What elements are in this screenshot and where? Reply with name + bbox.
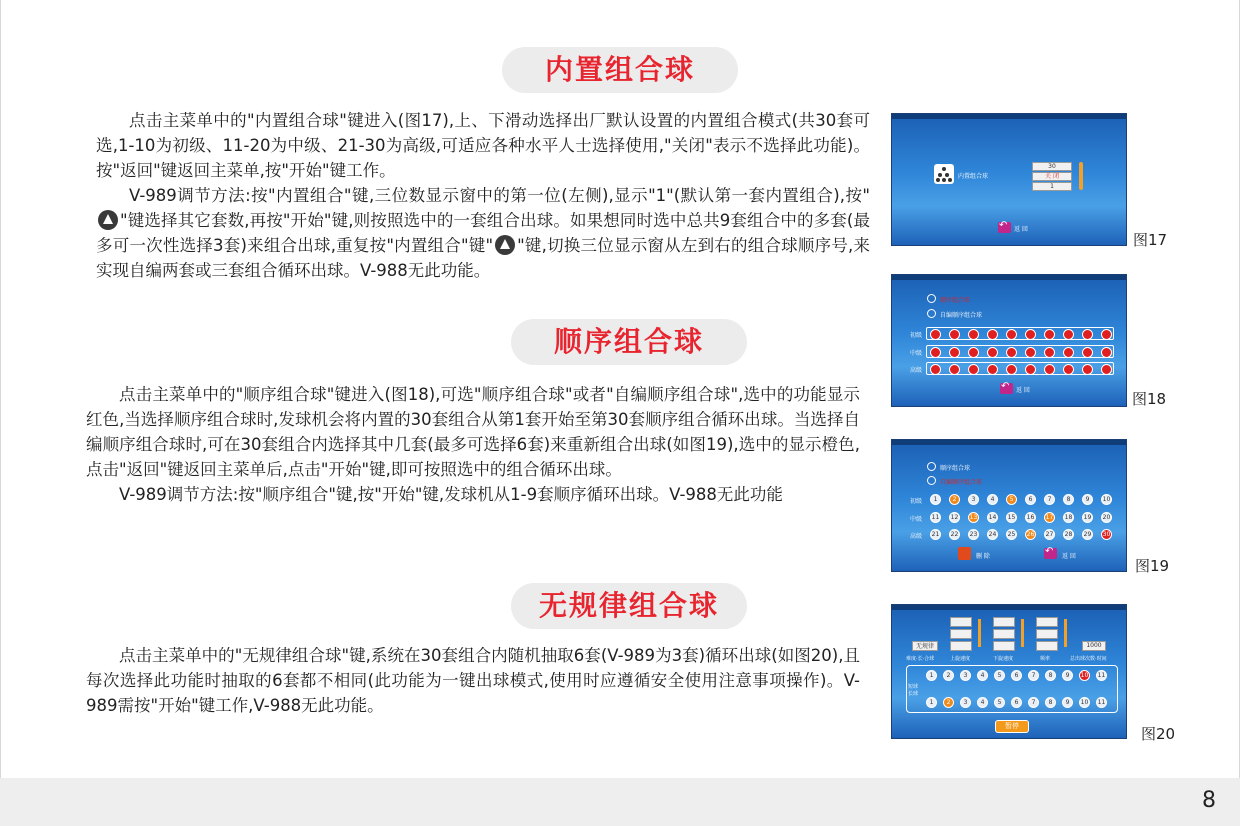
back-icon[interactable] [1000, 383, 1013, 394]
slider-handle[interactable] [1064, 619, 1067, 647]
speed-display [993, 617, 1015, 627]
speed-display [950, 617, 972, 627]
combo-ball[interactable]: 5 [994, 697, 1005, 708]
combo-ball[interactable]: 2 [949, 494, 960, 505]
combo-ball[interactable] [987, 347, 998, 358]
combo-ball[interactable]: 4 [977, 670, 988, 681]
combo-ball[interactable]: 10 [1102, 496, 1111, 503]
speed-display [1036, 641, 1058, 651]
builtin-para2-text [96, 183, 870, 283]
combo-ball[interactable]: 4 [987, 494, 998, 505]
combo-ball[interactable]: 8 [1045, 670, 1056, 681]
combo-ball[interactable]: 11 [1097, 699, 1106, 706]
combo-ball[interactable]: 1 [930, 494, 941, 505]
combo-ball[interactable]: 1 [926, 697, 937, 708]
fig17-menu-label: 内置组合球 [958, 173, 989, 180]
figure-19-label: 图19 [1135, 557, 1170, 575]
combo-ball[interactable]: 29 [1083, 531, 1092, 538]
fig20-caption-3: 下旋速度 [993, 656, 1014, 662]
figure-18-screen [891, 274, 1127, 407]
combo-ball[interactable] [1044, 347, 1055, 358]
figure-17-screen [891, 113, 1127, 246]
combo-ball[interactable]: 7 [1044, 494, 1055, 505]
triangle-button-icon [98, 210, 118, 230]
combo-ball[interactable] [930, 364, 941, 375]
combo-ball[interactable]: 11 [1097, 672, 1106, 679]
combo-ball[interactable]: 1 [926, 670, 937, 681]
fig19-row-label-2: 中级 [910, 516, 923, 523]
combo-ball[interactable]: 6 [1011, 670, 1022, 681]
screen-topbar [892, 275, 1126, 280]
combo-ball[interactable]: 20 [1102, 514, 1111, 521]
combo-ball[interactable]: 30 [1102, 531, 1111, 538]
speed-display [993, 629, 1015, 639]
figure-19-screen [891, 439, 1127, 572]
fig20-caption-4: 频率 [1040, 656, 1051, 662]
combo-ball[interactable]: 10 [1080, 672, 1089, 679]
fig17-scroll-slider[interactable] [1079, 162, 1083, 190]
combo-ball[interactable] [1082, 347, 1093, 358]
screen-topbar [892, 114, 1126, 119]
fig18-back-label[interactable]: 返 回 [1016, 387, 1030, 394]
combo-ball[interactable]: 2 [943, 697, 954, 708]
combo-ball[interactable]: 6 [1025, 494, 1036, 505]
combo-ball[interactable] [930, 329, 941, 340]
fig19-row-label-3: 高级 [910, 533, 923, 540]
combo-ball[interactable]: 3 [960, 670, 971, 681]
option-icon [927, 476, 936, 485]
combo-ball[interactable]: 8 [1045, 697, 1056, 708]
fig20-caption-1: 难度·长·合球 [906, 656, 935, 662]
figure-20-label: 图20 [1141, 725, 1176, 743]
combo-ball[interactable]: 8 [1063, 494, 1074, 505]
combo-ball[interactable]: 25 [1007, 531, 1016, 538]
speed-display [1036, 617, 1058, 627]
combo-ball[interactable]: 23 [969, 531, 978, 538]
combo-ball[interactable]: 27 [1045, 531, 1054, 538]
combo-ball[interactable]: 13 [969, 514, 978, 521]
combo-ball[interactable] [1063, 364, 1074, 375]
combo-ball[interactable]: 28 [1064, 531, 1073, 538]
sequence-para2-text: V-989调节方法:按"顺序组合"键,按"开始"键,发球机从1-9套顺序循环出球。V-988无此功能 [119, 485, 783, 504]
combo-ball[interactable] [1082, 364, 1093, 375]
fig19-row-label-1: 初级 [910, 498, 923, 505]
combo-ball[interactable] [1044, 329, 1055, 340]
fig19-delete-label[interactable]: 删 除 [976, 553, 990, 560]
fig20-caption-2: 上旋速度 [950, 656, 971, 662]
combo-ball[interactable] [1082, 329, 1093, 340]
option-icon [927, 462, 936, 471]
fig17-back-label[interactable]: 返 回 [1014, 226, 1028, 233]
combo-ball[interactable] [1006, 364, 1017, 375]
combo-ball[interactable]: 18 [1064, 514, 1073, 521]
combo-ball[interactable]: 7 [1028, 670, 1039, 681]
combo-ball[interactable] [930, 347, 941, 358]
option-icon [927, 294, 936, 303]
combo-ball[interactable] [1101, 329, 1112, 340]
figure-18-label: 图18 [1132, 390, 1167, 408]
pause-button[interactable]: 暂停 [995, 720, 1029, 733]
back-icon[interactable] [1044, 548, 1057, 559]
sequence-para1-text: 点击主菜单中的"顺序组合球"键进入(图18),可选"顺序组合球"或者"自编顺序组合球",选中的功能显示红色,当选择顺序组合球时,发球机会将内置的30套组合从第1套开始至第30套顺序组合循环出球。当选择自编顺序组合球时,可在30套组合内选择其中几套(最多可选择6套)来重新组合出球(如图19),选中的显示橙色,点击"返回"键返回主菜单后,点击"开始"键,即可按照选中的组合循环出球。 [86, 385, 860, 479]
combo-ball[interactable]: 26 [1026, 531, 1035, 538]
section-title-random: 无规律组合球 [511, 583, 747, 629]
combo-ball[interactable] [949, 329, 960, 340]
sequence-paragraph [86, 382, 860, 507]
speed-display [993, 641, 1015, 651]
figure-17-label: 图17 [1133, 231, 1168, 249]
combo-ball[interactable]: 9 [1082, 494, 1093, 505]
combo-ball[interactable] [987, 364, 998, 375]
slider-handle[interactable] [1021, 619, 1024, 647]
combo-ball[interactable]: 3 [968, 494, 979, 505]
random-paragraph [86, 643, 860, 718]
combo-ball[interactable] [1101, 347, 1112, 358]
combo-ball[interactable]: 24 [988, 531, 997, 538]
fig18-row-label-3: 高级 [910, 367, 923, 374]
combo-ball[interactable]: 21 [931, 531, 940, 538]
combo-ball[interactable] [1025, 329, 1036, 340]
combo-ball[interactable]: 9 [1062, 670, 1073, 681]
combo-ball[interactable]: 14 [988, 514, 997, 521]
option-icon [927, 309, 936, 318]
section-title-builtin: 内置组合球 [502, 47, 738, 93]
fig19-back-label[interactable]: 返 回 [1062, 553, 1076, 560]
fig19-option-1[interactable]: 顺序组合球 [940, 465, 971, 472]
fig18-row-label-1: 初级 [910, 332, 923, 339]
combo-ball[interactable] [1101, 364, 1112, 375]
speed-display [1036, 629, 1058, 639]
screen-topbar [892, 440, 1126, 445]
page-number: 8 [1202, 788, 1216, 813]
combo-ball[interactable] [968, 364, 979, 375]
fig17-value-1: 30 [1032, 162, 1072, 171]
combo-ball[interactable] [987, 329, 998, 340]
builtin-para2-part-a: V-989调节方法:按"内置组合"键,三位数显示窗中的第一位(左侧),显示"1"(默认第一套内置组合),按" [129, 186, 870, 205]
combo-ball[interactable] [949, 347, 960, 358]
combo-ball[interactable]: 16 [1026, 514, 1035, 521]
builtin-paragraph-1 [96, 108, 870, 283]
fig20-count-box: 1000 [1082, 641, 1106, 651]
combo-ball[interactable] [1025, 364, 1036, 375]
section-title-sequence: 顺序组合球 [511, 319, 747, 365]
fig17-value-3: 1 [1032, 182, 1072, 191]
delete-icon[interactable] [958, 547, 971, 560]
combo-ball[interactable]: 10 [1080, 699, 1089, 706]
builtin-para2-part-c: "键,切换三位显示窗从左到右的组合球顺序号,来实现自编两套或三套组合循环出球。V-988无此功能。 [96, 236, 870, 280]
combo-ball[interactable]: 2 [943, 670, 954, 681]
triangle-button-icon [495, 235, 515, 255]
combo-balls-icon [934, 164, 954, 184]
combo-ball[interactable]: 7 [1028, 697, 1039, 708]
fig20-mode-box: 无规律 [912, 641, 938, 651]
combo-ball[interactable] [1044, 364, 1055, 375]
combo-ball[interactable]: 11 [931, 514, 940, 521]
combo-ball[interactable]: 4 [977, 697, 988, 708]
slider-handle[interactable] [978, 619, 981, 647]
combo-ball[interactable]: 15 [1007, 514, 1016, 521]
combo-ball[interactable] [1006, 347, 1017, 358]
combo-ball[interactable]: 5 [994, 670, 1005, 681]
back-icon[interactable] [998, 222, 1011, 233]
fig17-value-2: 关 闭 [1032, 172, 1072, 181]
combo-ball[interactable] [949, 364, 960, 375]
fig18-option-2[interactable]: 自编顺序组合球 [940, 312, 983, 319]
builtin-para2-part-b: "键选择其它套数,再按"开始"键,则按照选中的一套组合出球。如果想同时选中总共9套组合中的多套(最多可一次性选择3套)来组合出球,重复按"内置组合"键" [96, 211, 870, 255]
combo-ball[interactable] [1063, 347, 1074, 358]
combo-ball[interactable] [968, 329, 979, 340]
combo-ball[interactable] [1025, 347, 1036, 358]
combo-ball[interactable]: 5 [1006, 494, 1017, 505]
speed-display [950, 629, 972, 639]
combo-ball[interactable]: 9 [1062, 697, 1073, 708]
combo-ball[interactable]: 12 [950, 514, 959, 521]
fig18-option-1[interactable]: 顺序组合球 [940, 297, 971, 304]
fig18-row-label-2: 中级 [910, 350, 923, 357]
screen-topbar [892, 605, 1126, 610]
random-para1-text: 点击主菜单中的"无规律组合球"键,系统在30套组合内随机抽取6套(V-989为3套)循环出球(如图20),且每次选择此功能时抽取的6套都不相同(此功能为一键出球模式,使用时应遵循安全使用注意事项操作)。V-989需按"开始"键工作,V-988无此功能。 [86, 646, 860, 715]
combo-ball[interactable]: 3 [960, 697, 971, 708]
combo-ball[interactable] [1063, 329, 1074, 340]
combo-ball[interactable]: 19 [1083, 514, 1092, 521]
footer-bar [0, 778, 1240, 826]
speed-display [950, 641, 972, 651]
builtin-para1-text: 点击主菜单中的"内置组合球"键进入(图17),上、下滑动选择出厂默认设置的内置组合模式(共30套可选,1-10为初级、11-20为中级、21-30为高级,可适应各种水平人士选择使用,"关闭"表示不选择此功能)。按"返回"键返回主菜单,按"开始"键工作。 [96, 111, 870, 180]
combo-ball[interactable]: 17 [1045, 514, 1054, 521]
combo-ball[interactable]: 6 [1011, 697, 1022, 708]
combo-ball[interactable] [968, 347, 979, 358]
combo-ball[interactable] [1006, 329, 1017, 340]
fig19-option-2[interactable]: 自编顺序组合球 [940, 479, 983, 486]
combo-ball[interactable]: 22 [950, 531, 959, 538]
fig20-side-label: 短球 长球 [908, 684, 919, 697]
fig20-caption-5: 总出球次数·时间 [1070, 656, 1107, 662]
figure-20-screen [891, 604, 1127, 739]
